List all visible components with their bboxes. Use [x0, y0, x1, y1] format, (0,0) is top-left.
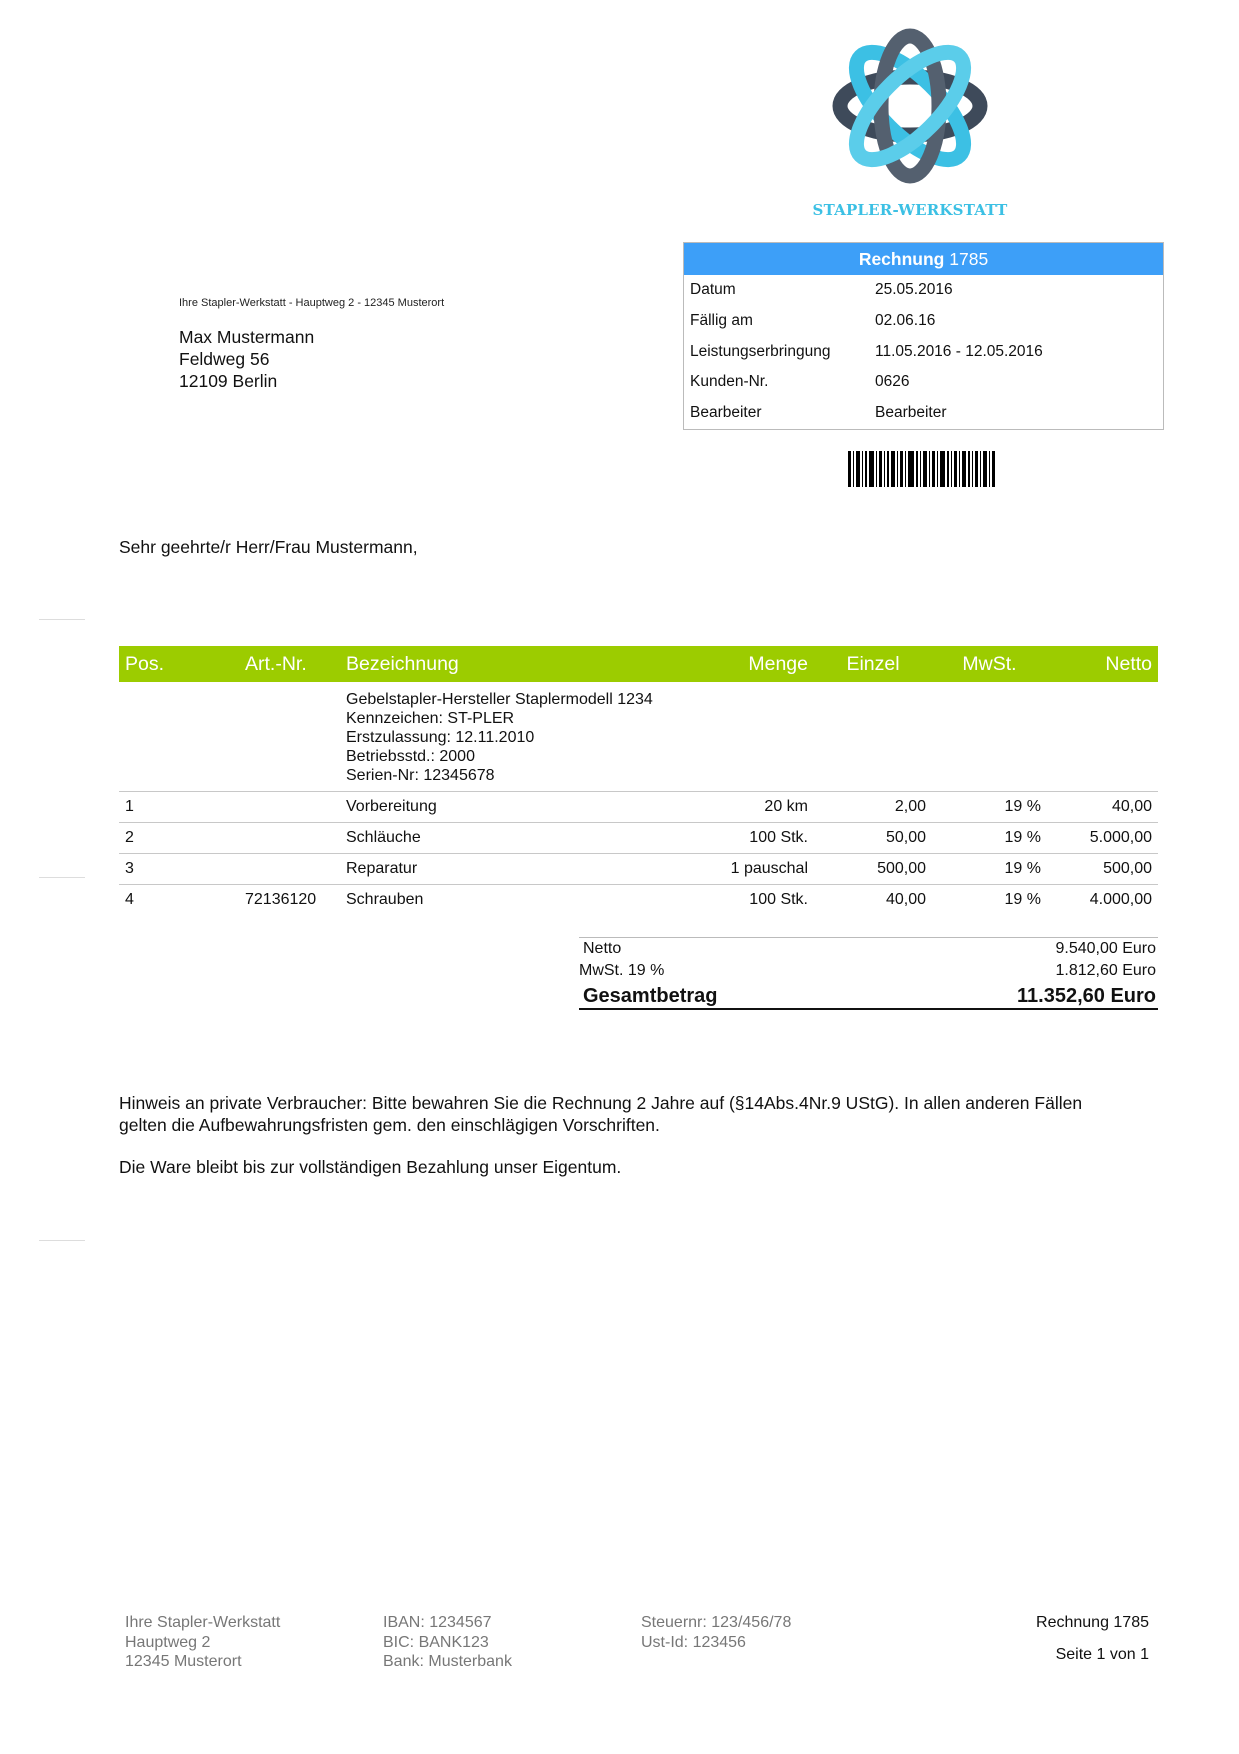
cell-net: 40,00	[1047, 792, 1158, 823]
footer-tax	[641, 1613, 791, 1652]
header-description: Bezeichnung	[340, 646, 686, 682]
footer-line: Ust-Id: 123456	[641, 1633, 746, 1651]
footer-bank	[383, 1613, 512, 1672]
cell-unit-price: 50,00	[814, 823, 932, 854]
cell-description: Schrauben	[346, 891, 424, 909]
cell-quantity: 100 Stk.	[749, 891, 808, 909]
cell-net: 500,00	[1047, 854, 1158, 885]
empty-cell	[119, 682, 239, 792]
totals-net-value: 9.540,00 Euro	[1055, 940, 1156, 957]
totals-vat-label: MwSt. 19 %	[579, 962, 665, 979]
totals-net-row	[579, 938, 1158, 960]
cell-description: Schläuche	[340, 823, 686, 854]
description-line: Gebelstapler-Hersteller Staplermodell 1234	[346, 691, 653, 708]
empty-cell	[932, 682, 1047, 792]
recipient-address	[179, 326, 314, 392]
notice-line: Hinweis an private Verbraucher: Bitte bewahren Sie die Rechnung 2 Jahre auf (§14Abs.4Nr.9 UStG). In allen anderen Fällen	[119, 1093, 1083, 1113]
interlaced-star-logo-icon	[828, 24, 992, 188]
table-row	[119, 885, 1158, 916]
description-line: Kennzeichen: ST-PLER	[346, 710, 515, 727]
notice-line: gelten die Aufbewahrungsfristen gem. den einschlägigen Vorschriften.	[119, 1115, 660, 1135]
invoice-title-prefix: Rechnung	[858, 249, 945, 269]
info-value: 02.06.16	[875, 311, 936, 329]
info-row-clerk	[684, 398, 1163, 429]
cell-pos: 4	[125, 891, 134, 909]
info-label: Kunden-Nr.	[690, 373, 769, 391]
cell-article-number: 72136120	[245, 891, 317, 909]
cell-unit-price: 2,00	[814, 792, 932, 823]
invoice-info-box	[683, 242, 1164, 430]
cell-unit-price: 500,00	[814, 854, 932, 885]
footer-invoice-page	[1036, 1613, 1149, 1664]
fold-mark	[39, 619, 85, 620]
info-value: Bearbeiter	[875, 404, 947, 422]
invoice-number: 1785	[949, 249, 989, 269]
footer-line: Hauptweg 2	[125, 1633, 211, 1651]
info-row-service-period	[684, 337, 1163, 368]
invoice-items-table	[119, 646, 1158, 916]
table-row	[119, 792, 1158, 823]
footer-invoice-number: Rechnung 1785	[1036, 1614, 1149, 1631]
empty-cell	[239, 682, 340, 792]
logo-text: STAPLER-WERKSTATT	[812, 201, 1008, 219]
footer-page-number: Seite 1 von 1	[1055, 1645, 1149, 1663]
footer-line: Steuernr: 123/456/78	[641, 1614, 792, 1631]
company-logo	[780, 8, 1040, 223]
cell-description: Vorbereitung	[340, 792, 686, 823]
table-header-row	[119, 646, 1158, 682]
description-row	[119, 682, 1158, 792]
footer-company	[125, 1613, 280, 1672]
description-line: Erstzulassung: 12.11.2010	[346, 729, 535, 746]
cell-article-number	[239, 854, 340, 885]
cell-vat: 19 %	[932, 854, 1047, 885]
totals-grand-label: Gesamtbetrag	[583, 985, 718, 1007]
totals-vat-value: 1.812,60 Euro	[1055, 962, 1156, 979]
recipient-city: 12109 Berlin	[179, 371, 278, 391]
consumer-notice	[119, 1092, 1169, 1136]
cell-vat: 19 %	[932, 792, 1047, 823]
totals-block	[579, 937, 1158, 1010]
cell-pos: 3	[119, 854, 239, 885]
header-vat: MwSt.	[932, 646, 1047, 682]
footer-line: IBAN: 1234567	[383, 1614, 492, 1631]
info-row-customer-number	[684, 367, 1163, 398]
info-label: Bearbeiter	[690, 404, 762, 422]
cell-article-number	[239, 823, 340, 854]
description-line: Betriebsstd.: 2000	[346, 748, 475, 765]
header-net: Netto	[1047, 646, 1158, 682]
cell-article-number	[239, 792, 340, 823]
footer-line: BIC: BANK123	[383, 1633, 489, 1651]
retention-of-title-notice: Die Ware bleibt bis zur vollständigen Bezahlung unser Eigentum.	[119, 1157, 622, 1177]
footer-line: Ihre Stapler-Werkstatt	[125, 1614, 281, 1631]
cell-net: 4.000,00	[1089, 891, 1152, 909]
footer-line: Bank: Musterbank	[383, 1653, 512, 1670]
totals-grand-value: 11.352,60 Euro	[1017, 985, 1156, 1007]
header-article-number: Art.-Nr.	[239, 646, 340, 682]
table-row	[119, 854, 1158, 885]
salutation: Sehr geehrte/r Herr/Frau Mustermann,	[119, 537, 418, 557]
totals-grand-row	[579, 982, 1158, 1010]
fold-mark	[39, 1240, 85, 1241]
cell-quantity: 20 km	[686, 792, 814, 823]
info-row-due	[684, 306, 1163, 337]
barcode-icon	[848, 451, 998, 487]
cell-pos: 1	[119, 792, 239, 823]
info-row-date	[684, 275, 1163, 306]
cell-quantity: 1 pauschal	[686, 854, 814, 885]
cell-unit-price: 40,00	[885, 891, 926, 909]
cell-pos: 2	[119, 823, 239, 854]
cell-vat: 19 %	[932, 823, 1047, 854]
empty-cell	[1047, 682, 1158, 792]
header-quantity: Menge	[686, 646, 814, 682]
info-label: Datum	[690, 281, 736, 298]
cell-quantity: 100 Stk.	[686, 823, 814, 854]
description-line: Serien-Nr: 12345678	[346, 767, 495, 784]
sender-address-line: Ihre Stapler-Werkstatt - Hauptweg 2 - 12345 Musterort	[179, 297, 445, 309]
totals-net-label: Netto	[583, 940, 622, 957]
info-label: Fällig am	[690, 311, 753, 329]
info-value: 0626	[875, 373, 910, 391]
vehicle-description	[340, 682, 932, 792]
cell-net: 5.000,00	[1047, 823, 1158, 854]
footer-line: 12345 Musterort	[125, 1653, 242, 1670]
cell-description: Reparatur	[340, 854, 686, 885]
info-value: 11.05.2016 - 12.05.2016	[875, 342, 1043, 360]
invoice-title	[684, 243, 1163, 275]
totals-vat-row	[579, 960, 1158, 982]
header-unit-price: Einzel	[814, 646, 932, 682]
table-row	[119, 823, 1158, 854]
header-pos: Pos.	[119, 646, 239, 682]
recipient-street: Feldweg 56	[179, 349, 270, 369]
cell-vat: 19 %	[1004, 891, 1041, 909]
info-value: 25.05.2016	[875, 281, 953, 298]
recipient-name: Max Mustermann	[179, 327, 315, 347]
info-label: Leistungserbringung	[690, 342, 831, 360]
punch-mark	[39, 877, 85, 878]
